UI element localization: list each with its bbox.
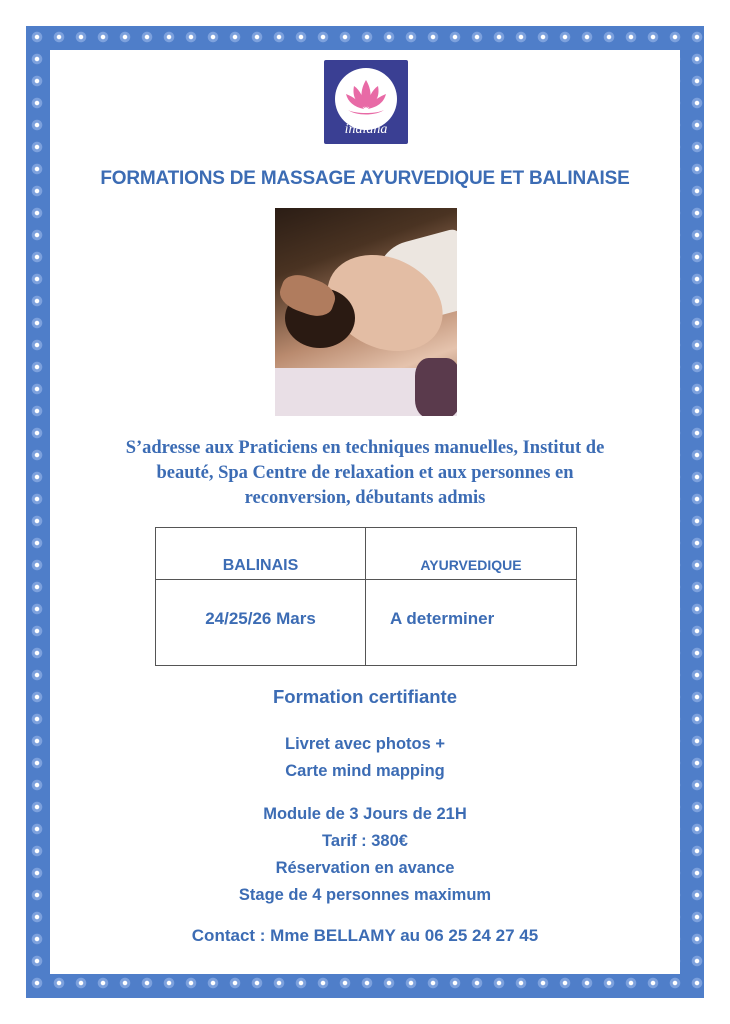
brand-logo — [324, 60, 408, 144]
massage-photo — [275, 208, 457, 416]
table-header-row — [156, 528, 577, 580]
ayurvedique-dates: A determiner — [366, 580, 577, 666]
details-block — [60, 801, 670, 909]
intro-line: S’adresse aux Praticiens en techniques manuelles, Institut de — [125, 438, 605, 458]
header-balinais: BALINAIS — [156, 528, 366, 580]
intro-line: beauté, Spa Centre de relaxation et aux personnes en — [156, 463, 574, 483]
table-row — [156, 580, 577, 666]
intro-line: reconversion, débutants admis — [244, 488, 486, 508]
materials-line: Livret avec photos + — [284, 735, 445, 753]
materials-line: Carte mind mapping — [285, 762, 445, 780]
audience-description — [60, 436, 670, 511]
module-duration: Module de 3 Jours de 21H — [263, 805, 467, 823]
balinais-dates: 24/25/26 Mars — [156, 580, 366, 666]
price: Tarif : 380€ — [322, 832, 408, 850]
schedule-table — [155, 527, 577, 666]
reservation-note: Réservation en avance — [275, 859, 455, 877]
page-title: FORMATIONS DE MASSAGE AYURVEDIQUE ET BALINAISE — [100, 168, 630, 189]
header-ayurvedique: AYURVEDIQUE — [366, 528, 577, 580]
contact-info: Contact : Mme BELLAMY au 06 25 24 27 45 — [191, 926, 539, 945]
capacity-note: Stage de 4 personnes maximum — [238, 886, 492, 904]
logo-brand-text: indiana — [344, 122, 388, 137]
materials-block — [60, 731, 670, 785]
certification-heading: Formation certifiante — [273, 686, 457, 707]
